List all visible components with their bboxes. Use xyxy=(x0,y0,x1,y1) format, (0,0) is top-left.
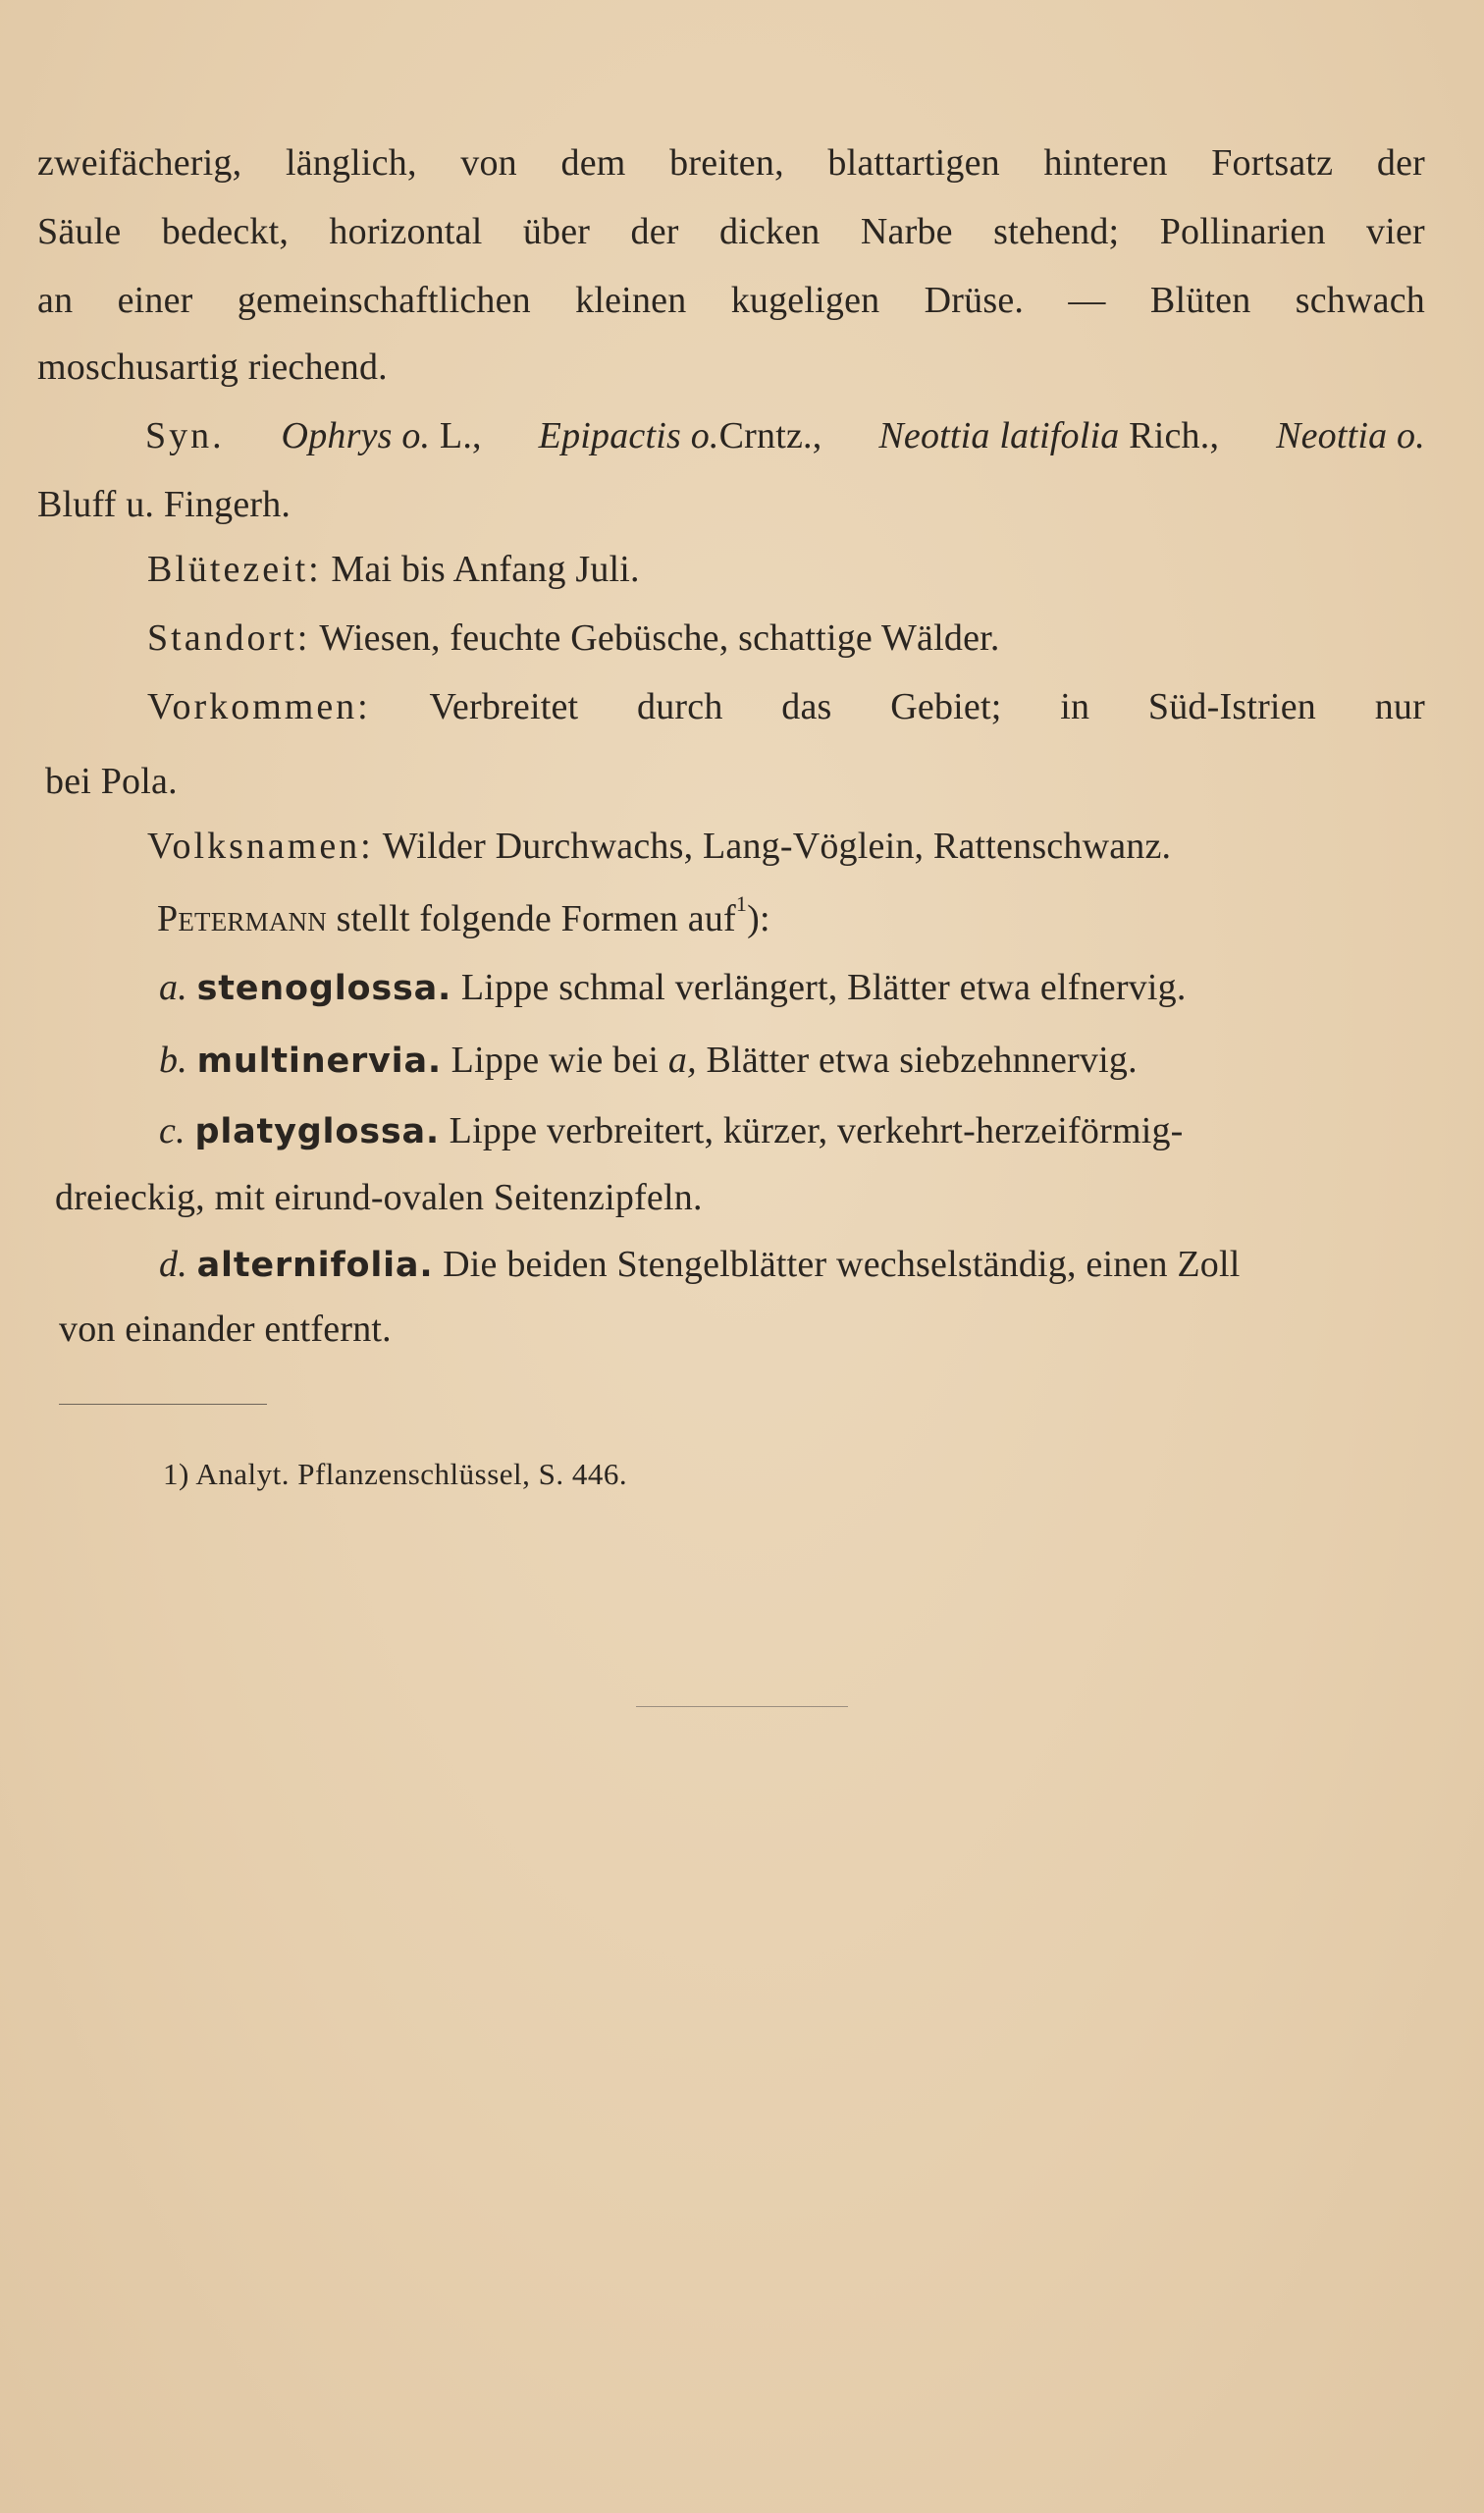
form-b-line xyxy=(159,1037,1138,1085)
line-3-word: einer xyxy=(117,280,193,321)
line-3-word: Blüten xyxy=(1149,280,1251,321)
line-3-word: Drüse. xyxy=(924,280,1025,321)
form-d-continuation: von einander entfernt. xyxy=(59,1309,392,1350)
line-1-word: von xyxy=(460,142,517,184)
vorkommen-word: Süd-Istrien xyxy=(1147,686,1316,727)
text-line-bluff: Bluff u. Fingerh. xyxy=(37,484,292,525)
form-c-continuation: dreieckig, mit eirund-ovalen Seitenzipfeln. xyxy=(55,1177,703,1218)
volksnamen-label: Volksnamen: xyxy=(147,826,374,867)
line-1-word: länglich, xyxy=(285,142,417,184)
footnote-ref: 1 xyxy=(735,891,748,917)
line-3-word: kugeligen xyxy=(730,280,880,321)
bluetezeit-label: Blütezeit: xyxy=(147,549,322,590)
form-c-name: platyglossa. xyxy=(194,1112,440,1151)
form-d-desc: Die beiden Stengelblätter wechselständig, einen Zoll xyxy=(433,1244,1241,1285)
vorkommen-word: durch xyxy=(637,686,723,727)
text-line-2 xyxy=(37,208,1425,255)
vorkommen-line xyxy=(147,683,1425,730)
standort-label: Standort: xyxy=(147,617,311,659)
vorkommen-word: in xyxy=(1060,686,1090,727)
form-c-line xyxy=(159,1107,1184,1155)
line-3-word: kleinen xyxy=(575,280,687,321)
line-2-word: Säule xyxy=(37,211,122,252)
line-2-word: Narbe xyxy=(860,211,953,252)
standort-text: Wiesen, feuchte Gebüsche, schattige Wälder. xyxy=(310,617,1000,659)
bluetezeit-line xyxy=(147,546,640,593)
line-2-word: vier xyxy=(1366,211,1425,252)
line-1-word: der xyxy=(1376,142,1425,184)
petermann-text: stellt folgende Formen auf xyxy=(326,898,736,939)
volksnamen-line xyxy=(147,823,1171,870)
form-d-line xyxy=(159,1241,1241,1289)
form-d-name: alternifolia. xyxy=(196,1246,434,1285)
text-line-3 xyxy=(37,277,1425,324)
vorkommen-word: Verbreitet xyxy=(429,686,579,727)
line-2-word: über xyxy=(522,211,591,252)
form-a-desc: Lippe schmal verlängert, Blätter etwa elfnervig. xyxy=(451,967,1187,1008)
text-line-4: moschusartig riechend. xyxy=(37,347,388,388)
line-2-word: bedeckt, xyxy=(161,211,290,252)
line-1-word: blattartigen xyxy=(827,142,1000,184)
line-2-word: horizontal xyxy=(329,211,483,252)
line-2-word: dicken xyxy=(719,211,821,252)
end-rule xyxy=(636,1706,848,1707)
synonyms-line xyxy=(145,412,1425,459)
form-b-desc-post: Blätter etwa siebzehnnervig. xyxy=(696,1040,1138,1081)
line-1-word: zweifächerig, xyxy=(37,142,242,184)
line-1-word: dem xyxy=(560,142,626,184)
form-c-letter: c. xyxy=(159,1110,186,1151)
petermann-line xyxy=(157,891,770,942)
syn-4: Neottia o. xyxy=(1276,415,1425,456)
form-a-line xyxy=(159,964,1187,1012)
bluetezeit-text: Mai bis Anfang Juli. xyxy=(321,549,640,590)
volksnamen-text: Wilder Durchwachs, Lang-Vöglein, Rattenschwanz. xyxy=(373,826,1172,867)
line-2-word: Pollinarien xyxy=(1159,211,1326,252)
vorkommen-word: das xyxy=(781,686,832,727)
line-2-word: stehend; xyxy=(993,211,1120,252)
form-a-letter: a. xyxy=(159,967,187,1008)
form-b-desc-ref: a, xyxy=(667,1040,697,1081)
vorkommen-word: nur xyxy=(1374,686,1425,727)
line-3-word: schwach xyxy=(1295,280,1425,321)
form-b-desc-pre: Lippe wie bei xyxy=(441,1040,668,1081)
form-a-name: stenoglossa. xyxy=(196,969,452,1008)
footnote-separator xyxy=(59,1404,267,1405)
petermann-tail: ): xyxy=(747,898,770,939)
syn-label: Syn. xyxy=(145,415,225,456)
line-2-word: der xyxy=(630,211,679,252)
text-line-1 xyxy=(37,139,1425,187)
line-1-word: Fortsatz xyxy=(1211,142,1334,184)
line-3-word: an xyxy=(37,280,74,321)
syn-2: Epipactis o.Crntz., xyxy=(538,415,822,456)
syn-3: Neottia latifolia Rich., xyxy=(878,415,1220,456)
line-1-word: hinteren xyxy=(1043,142,1168,184)
syn-1: Ophrys o. L., xyxy=(281,415,482,456)
vorkommen-continuation: bei Pola. xyxy=(45,761,178,802)
form-b-name: multinervia. xyxy=(196,1042,442,1081)
vorkommen-word: Gebiet; xyxy=(890,686,1002,727)
standort-line xyxy=(147,615,1000,662)
petermann-name: Petermann xyxy=(157,898,327,939)
form-b-letter: b. xyxy=(159,1040,187,1081)
line-3-word: gemeinschaftlichen xyxy=(237,280,531,321)
line-1-word: breiten, xyxy=(669,142,784,184)
vorkommen-label: Vorkommen: xyxy=(147,686,371,727)
footnote: 1) Analyt. Pflanzenschlüssel, S. 446. xyxy=(163,1457,628,1491)
form-c-desc: Lippe verbreitert, kürzer, verkehrt-herzeiförmig- xyxy=(439,1110,1184,1151)
form-d-letter: d. xyxy=(159,1244,187,1285)
line-3-word: — xyxy=(1068,280,1106,321)
